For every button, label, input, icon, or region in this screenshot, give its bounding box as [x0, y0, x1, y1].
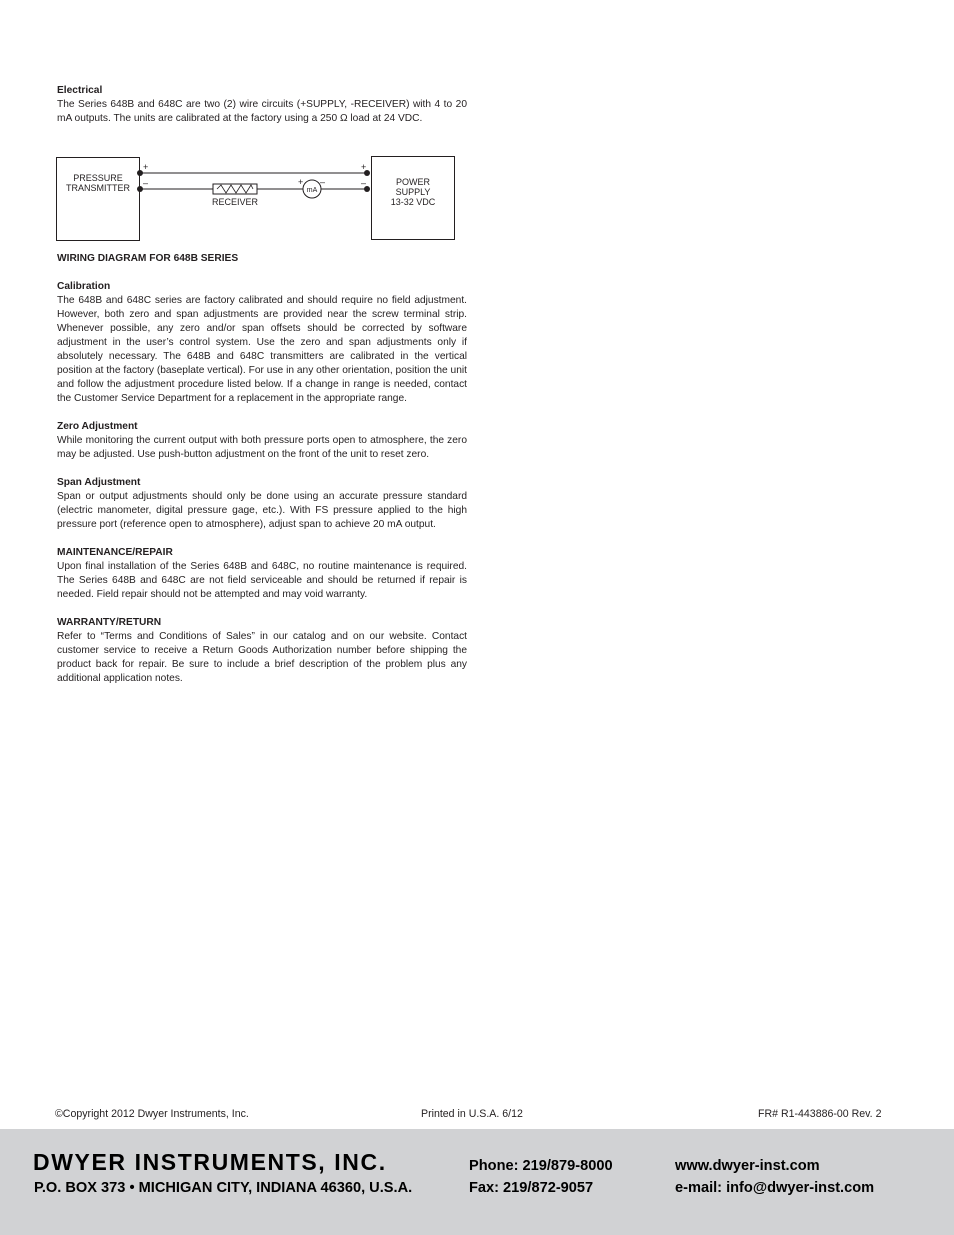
copyright-text: ©Copyright 2012 Dwyer Instruments, Inc.	[55, 1108, 249, 1120]
form-number: FR# R1-443886-00 Rev. 2	[758, 1108, 882, 1120]
wiring-diagram	[55, 153, 457, 243]
company-address: P.O. BOX 373 • MICHIGAN CITY, INDIANA 46360, U.S.A.	[34, 1180, 413, 1196]
warranty-heading: WARRANTY/RETURN	[57, 617, 162, 628]
electrical-heading: Electrical	[57, 85, 103, 96]
plus-sign: +	[361, 162, 367, 172]
website-link[interactable]: www.dwyer-inst.com	[675, 1158, 820, 1174]
plus-sign: +	[143, 162, 149, 172]
meter-plus: +	[298, 177, 304, 187]
span-heading: Span Adjustment	[57, 477, 141, 488]
calibration-body: The 648B and 648C series are factory calibrated and should require no field adjustment. However, both zero and span adjustments are provided near the screw terminal strip. Whenever possible, any zero and/or span offsets should be corrected by software adjustment in the user’s control system. Use the zero and span adjustments only if absolutely necessary. The 648B and 648C transmitters are calibrated in the vertical position at the factory (baseplate vertical). For use in any other orientation, position the unit and follow the adjustment procedure listed below. If a change in range is needed, contact the Customer Service Department for a replacement in the appropriate range.	[57, 295, 467, 404]
maintenance-body: Upon final installation of the Series 648B and 648C, no routine maintenance is required. The Series 648B and 648C are not field serviceable and should be returned if repair is needed. Field repair should not be attempted and may void warranty.	[57, 561, 467, 600]
minus-sign: –	[361, 178, 367, 188]
supply-label-1: POWER	[395, 177, 431, 187]
meter-label: mA	[306, 187, 318, 194]
span-body: Span or output adjustments should only be done using an accurate pressure standard (electric manometer, digital pressure gage, etc.). With FS pressure applied to the high pressure port (reference open to atmosphere), adjust span to achieve 20 mA output.	[57, 491, 467, 530]
transmitter-label-2: TRANSMITTER	[66, 183, 130, 193]
electrical-section	[57, 84, 467, 140]
zero-body: While monitoring the current output with both pressure ports open to atmosphere, the zero may be adjusted. Use push-button adjustment on the front of the unit to reset zero.	[57, 435, 467, 460]
calibration-heading: Calibration	[57, 281, 111, 292]
supply-label-2: SUPPLY	[395, 187, 431, 197]
email-link[interactable]: e-mail: info@dwyer-inst.com	[675, 1180, 875, 1196]
resistor-zigzag	[217, 185, 253, 193]
minus-sign: –	[143, 178, 149, 188]
maintenance-heading: MAINTENANCE/REPAIR	[57, 547, 173, 558]
fax-number: Fax: 219/872-9057	[469, 1180, 594, 1196]
diagram-caption: WIRING DIAGRAM FOR 648B SERIES	[57, 253, 239, 264]
receiver-label: RECEIVER	[211, 197, 259, 207]
transmitter-label-1: PRESSURE	[73, 173, 123, 183]
phone-number: Phone: 219/879-8000	[469, 1158, 613, 1174]
printed-text: Printed in U.S.A. 6/12	[421, 1108, 523, 1120]
warranty-body: Refer to “Terms and Conditions of Sales” in our catalog and on our website. Contact customer service to receive a Return Goods Authorization number before shipping the product back for repair. Be sure to include a brief description of the problem plus any additional application notes.	[57, 631, 467, 684]
meter-minus: –	[320, 177, 326, 187]
zero-heading: Zero Adjustment	[57, 421, 138, 432]
procedures-section	[57, 280, 467, 700]
company-name: DWYER INSTRUMENTS, INC.	[33, 1149, 387, 1175]
supply-label-3: 13-32 VDC	[390, 197, 436, 207]
electrical-body: The Series 648B and 648C are two (2) wire circuits (+SUPPLY, -RECEIVER) with 4 to 20 mA outputs. The units are calibrated at the factory using a 250 Ω load at 24 VDC.	[57, 99, 467, 124]
transmitter-box	[57, 158, 140, 241]
